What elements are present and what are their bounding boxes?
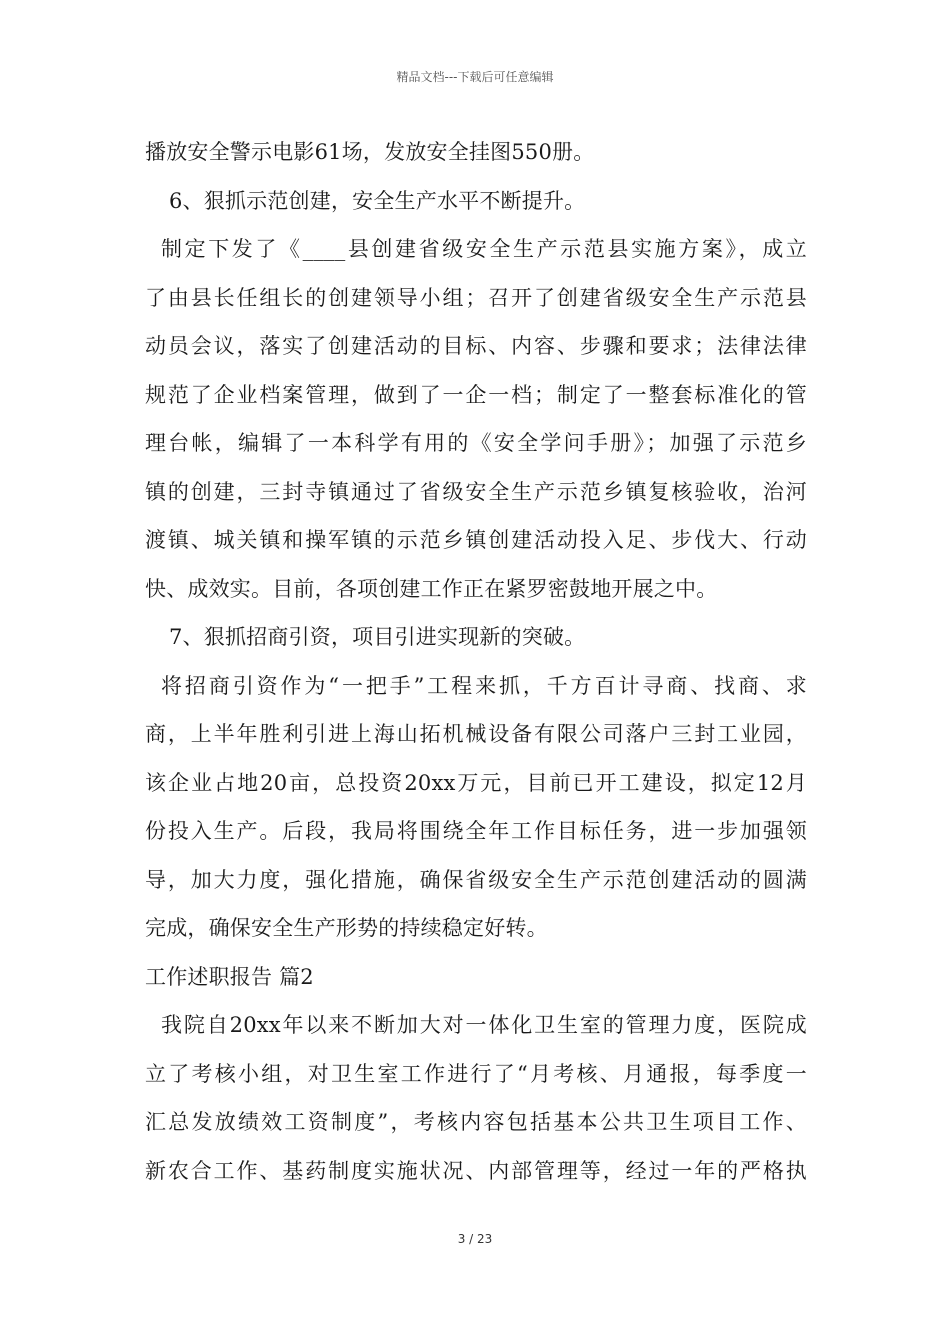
paragraph-line: 我院自20xx年以来不断加大对一体化卫生室的管理力度，医院成 [161, 1013, 807, 1037]
paragraph-line: 将招商引资作为“一把手”工程来抓，千方百计寻商、找商、求 [161, 673, 807, 698]
paragraph-line: 该企业占地20亩，总投资20xx万元，目前已开工建设，拟定12月 [145, 770, 807, 795]
paragraph-line: 立了考核小组，对卫生室工作进行了“月考核、月通报，每季度一 [145, 1061, 807, 1086]
paragraph-line: 理台帐，编辑了一本科学有用的《安全学问手册》；加强了示范乡 [145, 431, 807, 455]
paragraph-line: 规范了企业档案管理，做到了一企一档；制定了一整套标准化的管 [145, 382, 807, 407]
paragraph-line: 商，上半年胜利引进上海山拓机械设备有限公司落户三封工业园， [145, 722, 807, 746]
paragraph-line: 镇的创建，三封寺镇通过了省级安全生产示范乡镇复核验收，治河 [145, 479, 807, 504]
paragraph-line: 汇总发放绩效工资制度”，考核内容包括基本公共卫生项目工作、 [145, 1110, 807, 1134]
page-number: 3 / 23 [457, 1232, 493, 1246]
paragraph-line: 渡镇、城关镇和操军镇的示范乡镇创建活动投入足、步伐大、行动 [145, 528, 807, 552]
paragraph-line: 快、成效实。目前，各项创建工作正在紧罗密鼓地开展之中。 [145, 576, 718, 601]
document-body [145, 128, 807, 1195]
paragraph-line: 制定下发了《____县创建省级安全生产示范县实施方案》，成立 [161, 237, 807, 261]
paragraph-line: 新农合工作、基药制度实施状况、内部管理等，经过一年的严格执 [145, 1158, 807, 1183]
paragraph-line: 导，加大力度，强化措施，确保省级安全生产示范创建活动的圆满 [145, 867, 807, 892]
paragraph-line: 份投入生产。后段，我局将围绕全年工作目标任务，进一步加强领 [145, 819, 807, 843]
report-title: 工作述职报告 篇2 [145, 964, 314, 989]
paragraph-line: 了由县长任组长的创建领导小组；召开了创建省级安全生产示范县 [145, 285, 807, 310]
paragraph-line: 动员会议，落实了创建活动的目标、内容、步骤和要求；法律法律 [145, 334, 807, 358]
section-heading-7: 7、狠抓招商引资，项目引进实现新的突破。 [169, 625, 586, 649]
paragraph-line: 完成，确保安全生产形势的持续稳定好转。 [145, 916, 548, 940]
section-heading-6: 6、狠抓示范创建，安全生产水平不断提升。 [169, 188, 586, 213]
paragraph-line: 播放安全警示电影61场，发放安全挂图550册。 [145, 140, 595, 164]
page-header: 精品文档---下载后可任意编辑 [396, 70, 554, 84]
